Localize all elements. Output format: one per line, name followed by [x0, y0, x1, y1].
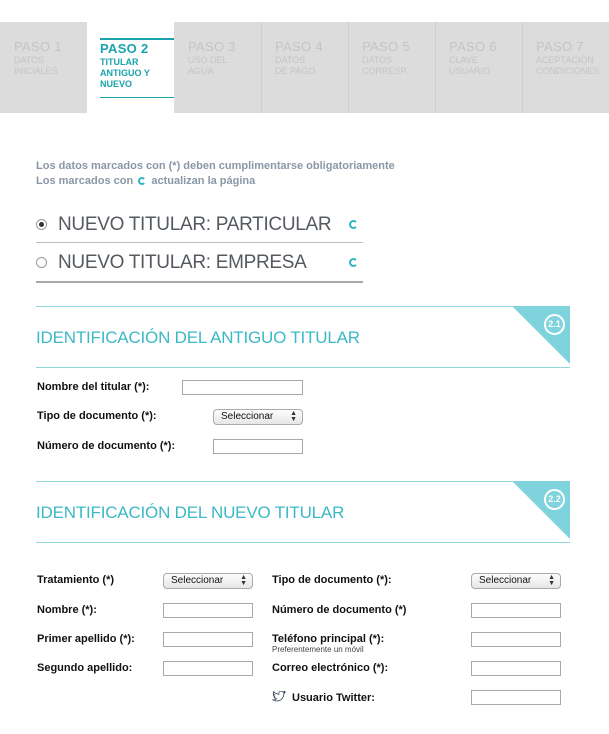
- name-label: Nombre (*):: [37, 604, 97, 616]
- section-new-holder-header: [36, 481, 570, 543]
- section-number-badge: 2.2: [544, 489, 565, 510]
- old-doc-type-select[interactable]: [213, 409, 303, 425]
- select-value: Seleccionar: [221, 411, 274, 422]
- step-label-line: CONDICIONES: [536, 66, 600, 76]
- phone-hint: Preferentemente un móvil: [272, 645, 364, 654]
- twitter-icon: [272, 691, 286, 702]
- email-input[interactable]: [471, 661, 561, 676]
- refresh-fields-note: [36, 174, 395, 189]
- step-label-line: DATOS: [362, 55, 393, 65]
- wizard-steps: [0, 22, 609, 113]
- section-title: IDENTIFICACIÓN DEL NUEVO TITULAR: [36, 503, 345, 522]
- step-number: PASO 6: [449, 39, 497, 54]
- divider: [36, 281, 363, 283]
- holder-option-label: NUEVO TITULAR: PARTICULAR: [58, 214, 332, 235]
- holder-name-label: Nombre del titular (*):: [37, 381, 150, 393]
- step-6[interactable]: [435, 22, 522, 113]
- twitter-label: Usuario Twitter:: [292, 692, 375, 704]
- old-doc-number-input[interactable]: [213, 439, 303, 454]
- holder-option-label: NUEVO TITULAR: EMPRESA: [58, 252, 307, 273]
- name-input[interactable]: [163, 603, 253, 618]
- step-7[interactable]: [522, 22, 609, 113]
- step-label-line: CLAVE: [449, 55, 478, 65]
- section-corner: [512, 481, 570, 539]
- surname2-label: Segundo apellido:: [37, 662, 133, 674]
- radio-particular[interactable]: [36, 219, 47, 230]
- old-doc-type-label: Tipo de documento (*):: [37, 410, 157, 422]
- select-value: Seleccionar: [171, 575, 224, 586]
- refresh-icon: [138, 177, 146, 185]
- step-label-line: USO DEL: [188, 55, 228, 65]
- phone-input[interactable]: [471, 632, 561, 647]
- step-number: PASO 1: [14, 39, 62, 54]
- active-step-underline: [100, 97, 174, 98]
- section-number-badge: 2.1: [544, 314, 565, 335]
- step-number: PASO 2: [100, 41, 149, 56]
- step-label-line: CORRESP.: [362, 66, 408, 76]
- email-label: Correo electrónico (*):: [272, 662, 389, 674]
- step-number: PASO 5: [362, 39, 410, 54]
- refresh-note-prefix: Los marcados con: [36, 175, 134, 187]
- surname1-input[interactable]: [163, 632, 253, 647]
- new-doc-number-input[interactable]: [471, 603, 561, 618]
- holder-type-selector: [36, 205, 363, 283]
- twitter-input[interactable]: [471, 690, 561, 705]
- step-label-line: ANTIGUO Y: [100, 68, 150, 78]
- holder-name-input[interactable]: [182, 380, 303, 395]
- holder-option-particular[interactable]: [36, 205, 363, 243]
- holder-option-empresa[interactable]: [36, 243, 363, 281]
- step-3[interactable]: [174, 22, 261, 113]
- salutation-label: Tratamiento (*): [37, 574, 115, 586]
- step-label-line: ACEPTACIÓN: [536, 55, 594, 65]
- step-number: PASO 4: [275, 39, 323, 54]
- old-doc-number-label: Número de documento (*):: [37, 440, 176, 452]
- step-label-line: DATOS: [14, 55, 45, 65]
- step-label-line: NUEVO: [100, 79, 133, 89]
- step-number: PASO 3: [188, 39, 236, 54]
- select-value: Seleccionar: [479, 575, 532, 586]
- salutation-select[interactable]: [163, 573, 253, 589]
- surname2-input[interactable]: [163, 661, 253, 676]
- step-label-line: INICIALES: [14, 66, 58, 76]
- new-doc-type-select[interactable]: [471, 573, 561, 589]
- section-title: IDENTIFICACIÓN DEL ANTIGUO TITULAR: [36, 328, 360, 347]
- form-notes: [36, 159, 395, 189]
- radio-empresa[interactable]: [36, 257, 47, 268]
- section-old-holder-header: [36, 306, 570, 368]
- step-label-line: TITULAR: [100, 57, 139, 67]
- step-2[interactable]: [87, 22, 174, 113]
- required-fields-note: Los datos marcados con (*) deben cumplimentarse obligatoriamente: [36, 160, 395, 172]
- refresh-icon: [349, 258, 358, 267]
- step-5[interactable]: [348, 22, 435, 113]
- step-number: PASO 7: [536, 39, 584, 54]
- section-corner: [512, 306, 570, 364]
- step-label-line: DATOS: [275, 55, 306, 65]
- step-1[interactable]: [0, 22, 87, 113]
- active-step-indicator: [100, 38, 174, 40]
- step-label-line: AGUA: [188, 66, 214, 76]
- refresh-icon: [349, 220, 358, 229]
- select-arrows-icon: ▲ ▼: [290, 410, 297, 423]
- phone-label: Teléfono principal (*):: [272, 633, 385, 645]
- step-label-line: DE PAGO: [275, 66, 316, 76]
- step-label-line: USUARIO: [449, 66, 491, 76]
- refresh-note-suffix: actualizan la página: [151, 175, 256, 187]
- surname1-label: Primer apellido (*):: [37, 633, 135, 645]
- select-arrows-icon: ▲ ▼: [548, 574, 555, 587]
- new-doc-number-label: Número de documento (*): [272, 604, 407, 616]
- step-4[interactable]: [261, 22, 348, 113]
- select-arrows-icon: ▲ ▼: [240, 574, 247, 587]
- new-doc-type-label: Tipo de documento (*):: [272, 574, 392, 586]
